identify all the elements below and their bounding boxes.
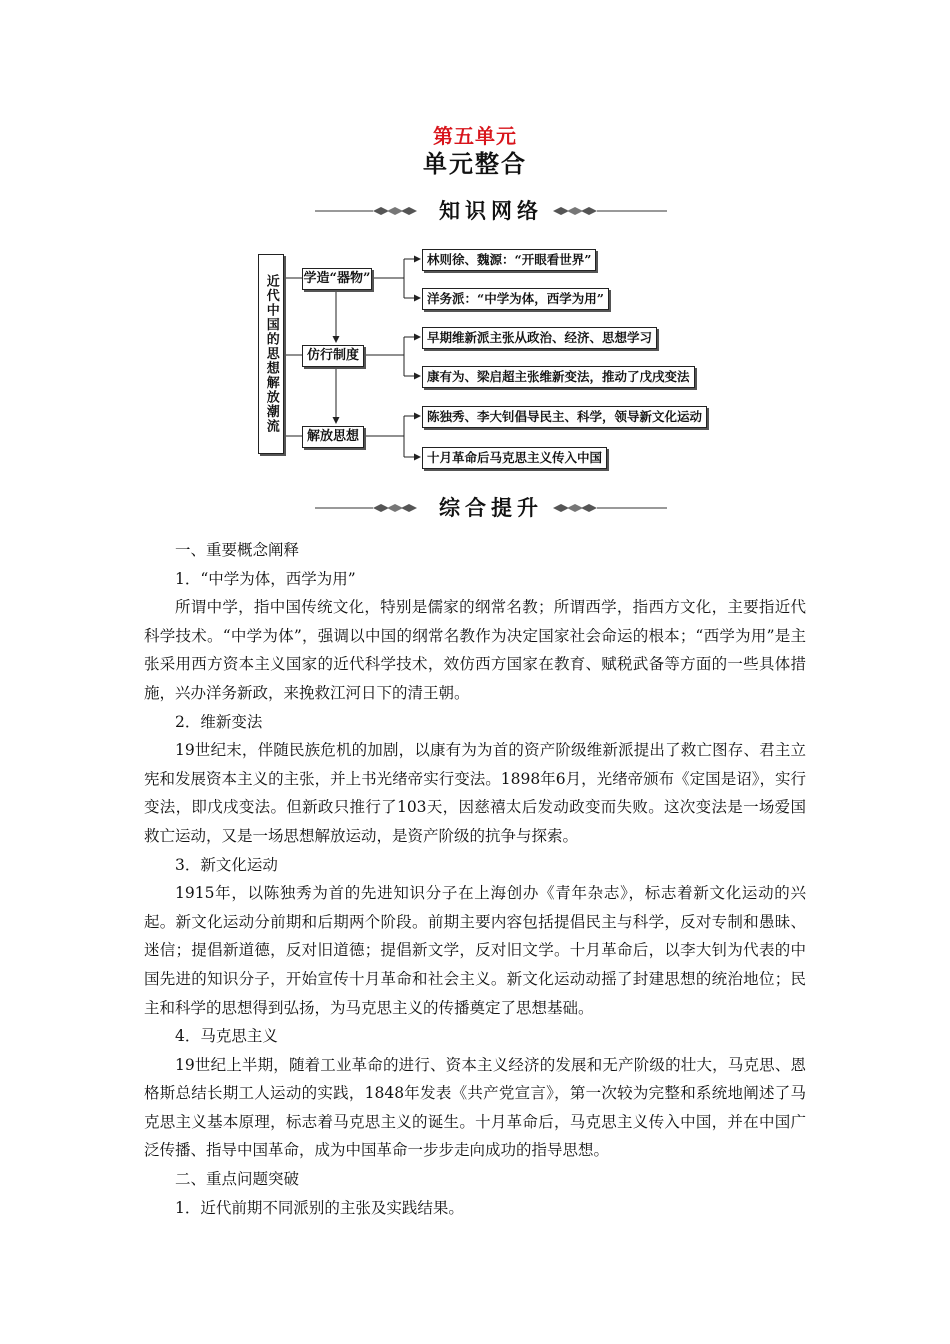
diagram-root: 近代中国的思想解放潮流 [258, 254, 284, 454]
section-heading-2: 二、重点问题突破 [175, 1170, 300, 1189]
item-paragraph-3: 1915年，以陈独秀为首的先进知识分子在上海创办《青年杂志》，标志着新文化运动的兴起。新文化运动分前期和后期两个阶段。前期主要内容包括提倡民主与科学，反对专制和愚昧、迷信；提倡新道德，反对旧道德；提倡新文学，反对旧文学。十月革命后，以李大钊为代表的中国先进的知识分子，开始宣传十月革命和社会主义。新文化运动动摇了封建思想的统治地位；民主和科学的思想得到弘扬，为马克思主义的传播奠定了思想基础。 [144, 884, 806, 1017]
knowledge-network-diagram [250, 248, 730, 468]
document-body [144, 536, 806, 1222]
item-paragraph-2: 19世纪末，伴随民族危机的加剧，以康有为为首的资产阶级维新派提出了救亡图存、君主立宪和发展资本主义的主张，并上书光绪帝实行变法。1898年6月，光绪帝颁布《定国是诏》，实行变法，即戊戌变法。但新政只推行了103天，因慈禧太后发动政变而失败。这次变法是一场爱国救亡运动，又是一场思想解放运动，是资产阶级的抗争与探索。 [144, 741, 806, 845]
diagram-leaf-2: 洋务派：“中学为体，西学为用” [422, 288, 609, 310]
item-heading-4: 4．马克思主义 [175, 1027, 278, 1046]
diagram-leaf-4: 康有为、梁启超主张维新变法，推动了戊戌变法 [422, 366, 695, 388]
item-heading-3: 3．新文化运动 [175, 855, 278, 874]
diagram-node-2: 仿行制度 [302, 345, 364, 367]
item-heading-5: 1．近代前期不同派别的主张及实践结果。 [175, 1198, 464, 1217]
item-paragraph-4: 19世纪上半期，随着工业革命的进行、资本主义经济的发展和无产阶级的壮大，马克思、恩格斯总结长期工人运动的实践，1848年发表《共产党宣言》，第一次较为完整和系统地阐述了马克思主义基本原理，标志着马克思主义的诞生。十月革命后，马克思主义传入中国，并在中国广泛传播、指导中国革命，成为中国革命一步步走向成功的指导思想。 [144, 1055, 806, 1160]
item-paragraph-1: 所谓中学，指中国传统文化，特别是儒家的纲常名教；所谓西学，指西方文化，主要指近代科学技术。“中学为体”，强调以中国的纲常名教作为决定国家社会命运的根本；“西学为用”是主张采用西方资本主义国家的近代科学技术，效仿西方国家在教育、赋税武备等方面的一些具体措施，兴办洋务新政，来挽救江河日下的清王朝。 [144, 598, 806, 702]
section-banner-improve [315, 493, 667, 523]
diagram-leaf-6: 十月革命后马克思主义传入中国 [422, 447, 607, 469]
diagram-node-1: 学造“器物” [302, 268, 372, 290]
item-heading-1: 1．“中学为体，西学为用” [175, 569, 356, 588]
diagram-leaf-1: 林则徐、魏源：“开眼看世界” [422, 249, 596, 271]
diagram-node-3: 解放思想 [302, 426, 364, 448]
banner-title: 综合提升 [439, 496, 543, 520]
unit-label: 第五单元 [433, 124, 517, 148]
diagram-leaf-5: 陈独秀、李大钊倡导民主、科学，领导新文化运动 [422, 406, 707, 428]
section-banner-network [315, 196, 667, 226]
item-heading-2: 2．维新变法 [175, 712, 263, 731]
page-title: 单元整合 [423, 149, 527, 178]
banner-title: 知识网络 [439, 199, 543, 223]
diagram-leaf-3: 早期维新派主张从政治、经济、思想学习 [422, 327, 657, 349]
section-heading-1: 一、重要概念阐释 [175, 541, 300, 559]
